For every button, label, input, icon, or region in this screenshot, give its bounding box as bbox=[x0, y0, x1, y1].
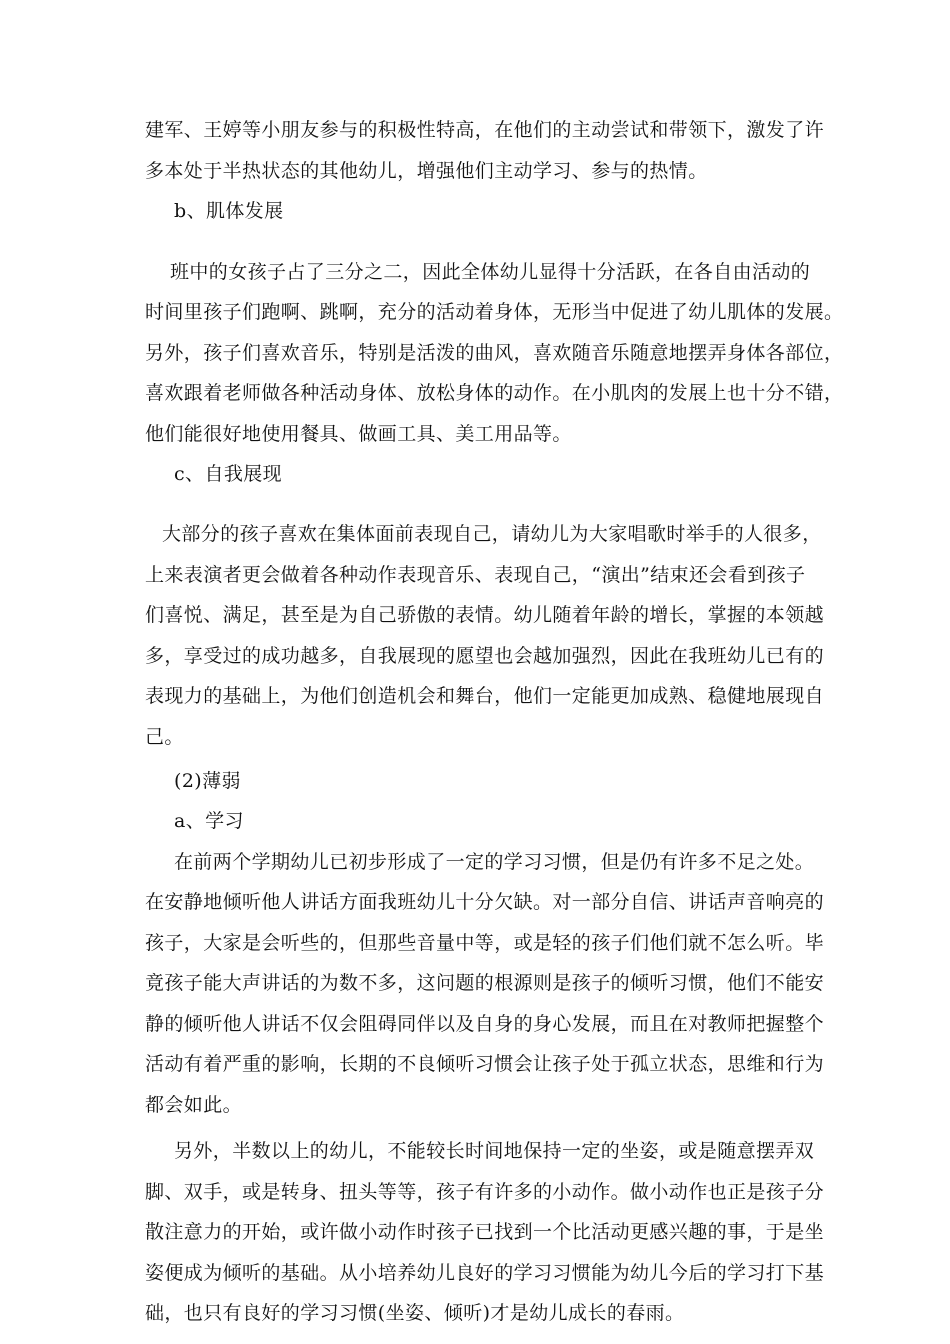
paragraph-line: 脚、双手，或是转身、扭头等等，孩子有许多的小动作。做小动作也正是孩子分 bbox=[145, 1181, 825, 1203]
paragraph-line: 班中的女孩子占了三分之二，因此全体幼儿显得十分活跃，在各自由活动的 bbox=[170, 261, 811, 283]
paragraph-line: 多，享受过的成功越多，自我展现的愿望也会越加强烈，因此在我班幼儿已有的 bbox=[145, 645, 825, 667]
paragraph-line: 们喜悦、满足，甚至是为自己骄傲的表情。幼儿随着年龄的增长，掌握的本领越 bbox=[145, 604, 825, 626]
section-heading-2: (2)薄弱 bbox=[174, 770, 241, 792]
paragraph-line: 孩子，大家是会听些的，但那些音量中等，或是轻的孩子们他们就不怎么听。毕 bbox=[145, 932, 825, 954]
paragraph-line: 上来表演者更会做着各种动作表现音乐、表现自己，“演出”结束还会看到孩子 bbox=[145, 564, 806, 586]
paragraph-line: 础，也只有良好的学习习惯(坐姿、倾听)才是幼儿成长的春雨。 bbox=[145, 1302, 685, 1324]
paragraph-line: 竟孩子能大声讲话的为数不多，这问题的根源则是孩子的倾听习惯，他们不能安 bbox=[145, 972, 825, 994]
section-heading-c: c、自我展现 bbox=[174, 463, 283, 485]
paragraph-line: 在安静地倾听他人讲话方面我班幼儿十分欠缺。对一部分自信、讲话声音响亮的 bbox=[145, 891, 825, 913]
paragraph-line: 己。 bbox=[145, 726, 184, 748]
paragraph-line: 活动有着严重的影响，长期的不良倾听习惯会让孩子处于孤立状态，思维和行为 bbox=[145, 1053, 825, 1075]
paragraph-line: 静的倾听他人讲话不仅会阻碍同伴以及自身的身心发展，而且在对教师把握整个 bbox=[145, 1013, 825, 1035]
paragraph-line: 表现力的基础上，为他们创造机会和舞台，他们一定能更加成熟、稳健地展现自 bbox=[145, 685, 825, 707]
paragraph-line: 在前两个学期幼儿已初步形成了一定的学习习惯，但是仍有许多不足之处。 bbox=[174, 851, 815, 873]
section-heading-b: b、肌体发展 bbox=[174, 200, 284, 222]
paragraph-line: 散注意力的开始，或许做小动作时孩子已找到一个比活动更感兴趣的事，于是坐 bbox=[145, 1221, 825, 1243]
paragraph-line: 另外，孩子们喜欢音乐，特别是活泼的曲风，喜欢随音乐随意地摆弄身体各部位， bbox=[145, 342, 844, 364]
section-heading-a: a、学习 bbox=[174, 810, 244, 832]
paragraph-line: 另外，半数以上的幼儿，不能较长时间地保持一定的坐姿，或是随意摆弄双 bbox=[174, 1140, 815, 1162]
paragraph-line: 多本处于半热状态的其他幼儿，增强他们主动学习、参与的热情。 bbox=[145, 160, 708, 182]
paragraph-line: 姿便成为倾听的基础。从小培养幼儿良好的学习习惯能为幼儿今后的学习打下基 bbox=[145, 1262, 825, 1284]
paragraph-line: 建军、王婷等小朋友参与的积极性特高，在他们的主动尝试和带领下，激发了许 bbox=[145, 119, 825, 141]
paragraph-line: 喜欢跟着老师做各种活动身体、放松身体的动作。在小肌肉的发展上也十分不错， bbox=[145, 382, 844, 404]
paragraph-line: 时间里孩子们跑啊、跳啊，充分的活动着身体，无形当中促进了幼儿肌体的发展。 bbox=[145, 301, 844, 323]
paragraph-line: 都会如此。 bbox=[145, 1094, 243, 1116]
paragraph-line: 他们能很好地使用餐具、做画工具、美工用品等。 bbox=[145, 423, 572, 445]
paragraph-line: 大部分的孩子喜欢在集体面前表现自己，请幼儿为大家唱歌时举手的人很多， bbox=[162, 523, 822, 545]
